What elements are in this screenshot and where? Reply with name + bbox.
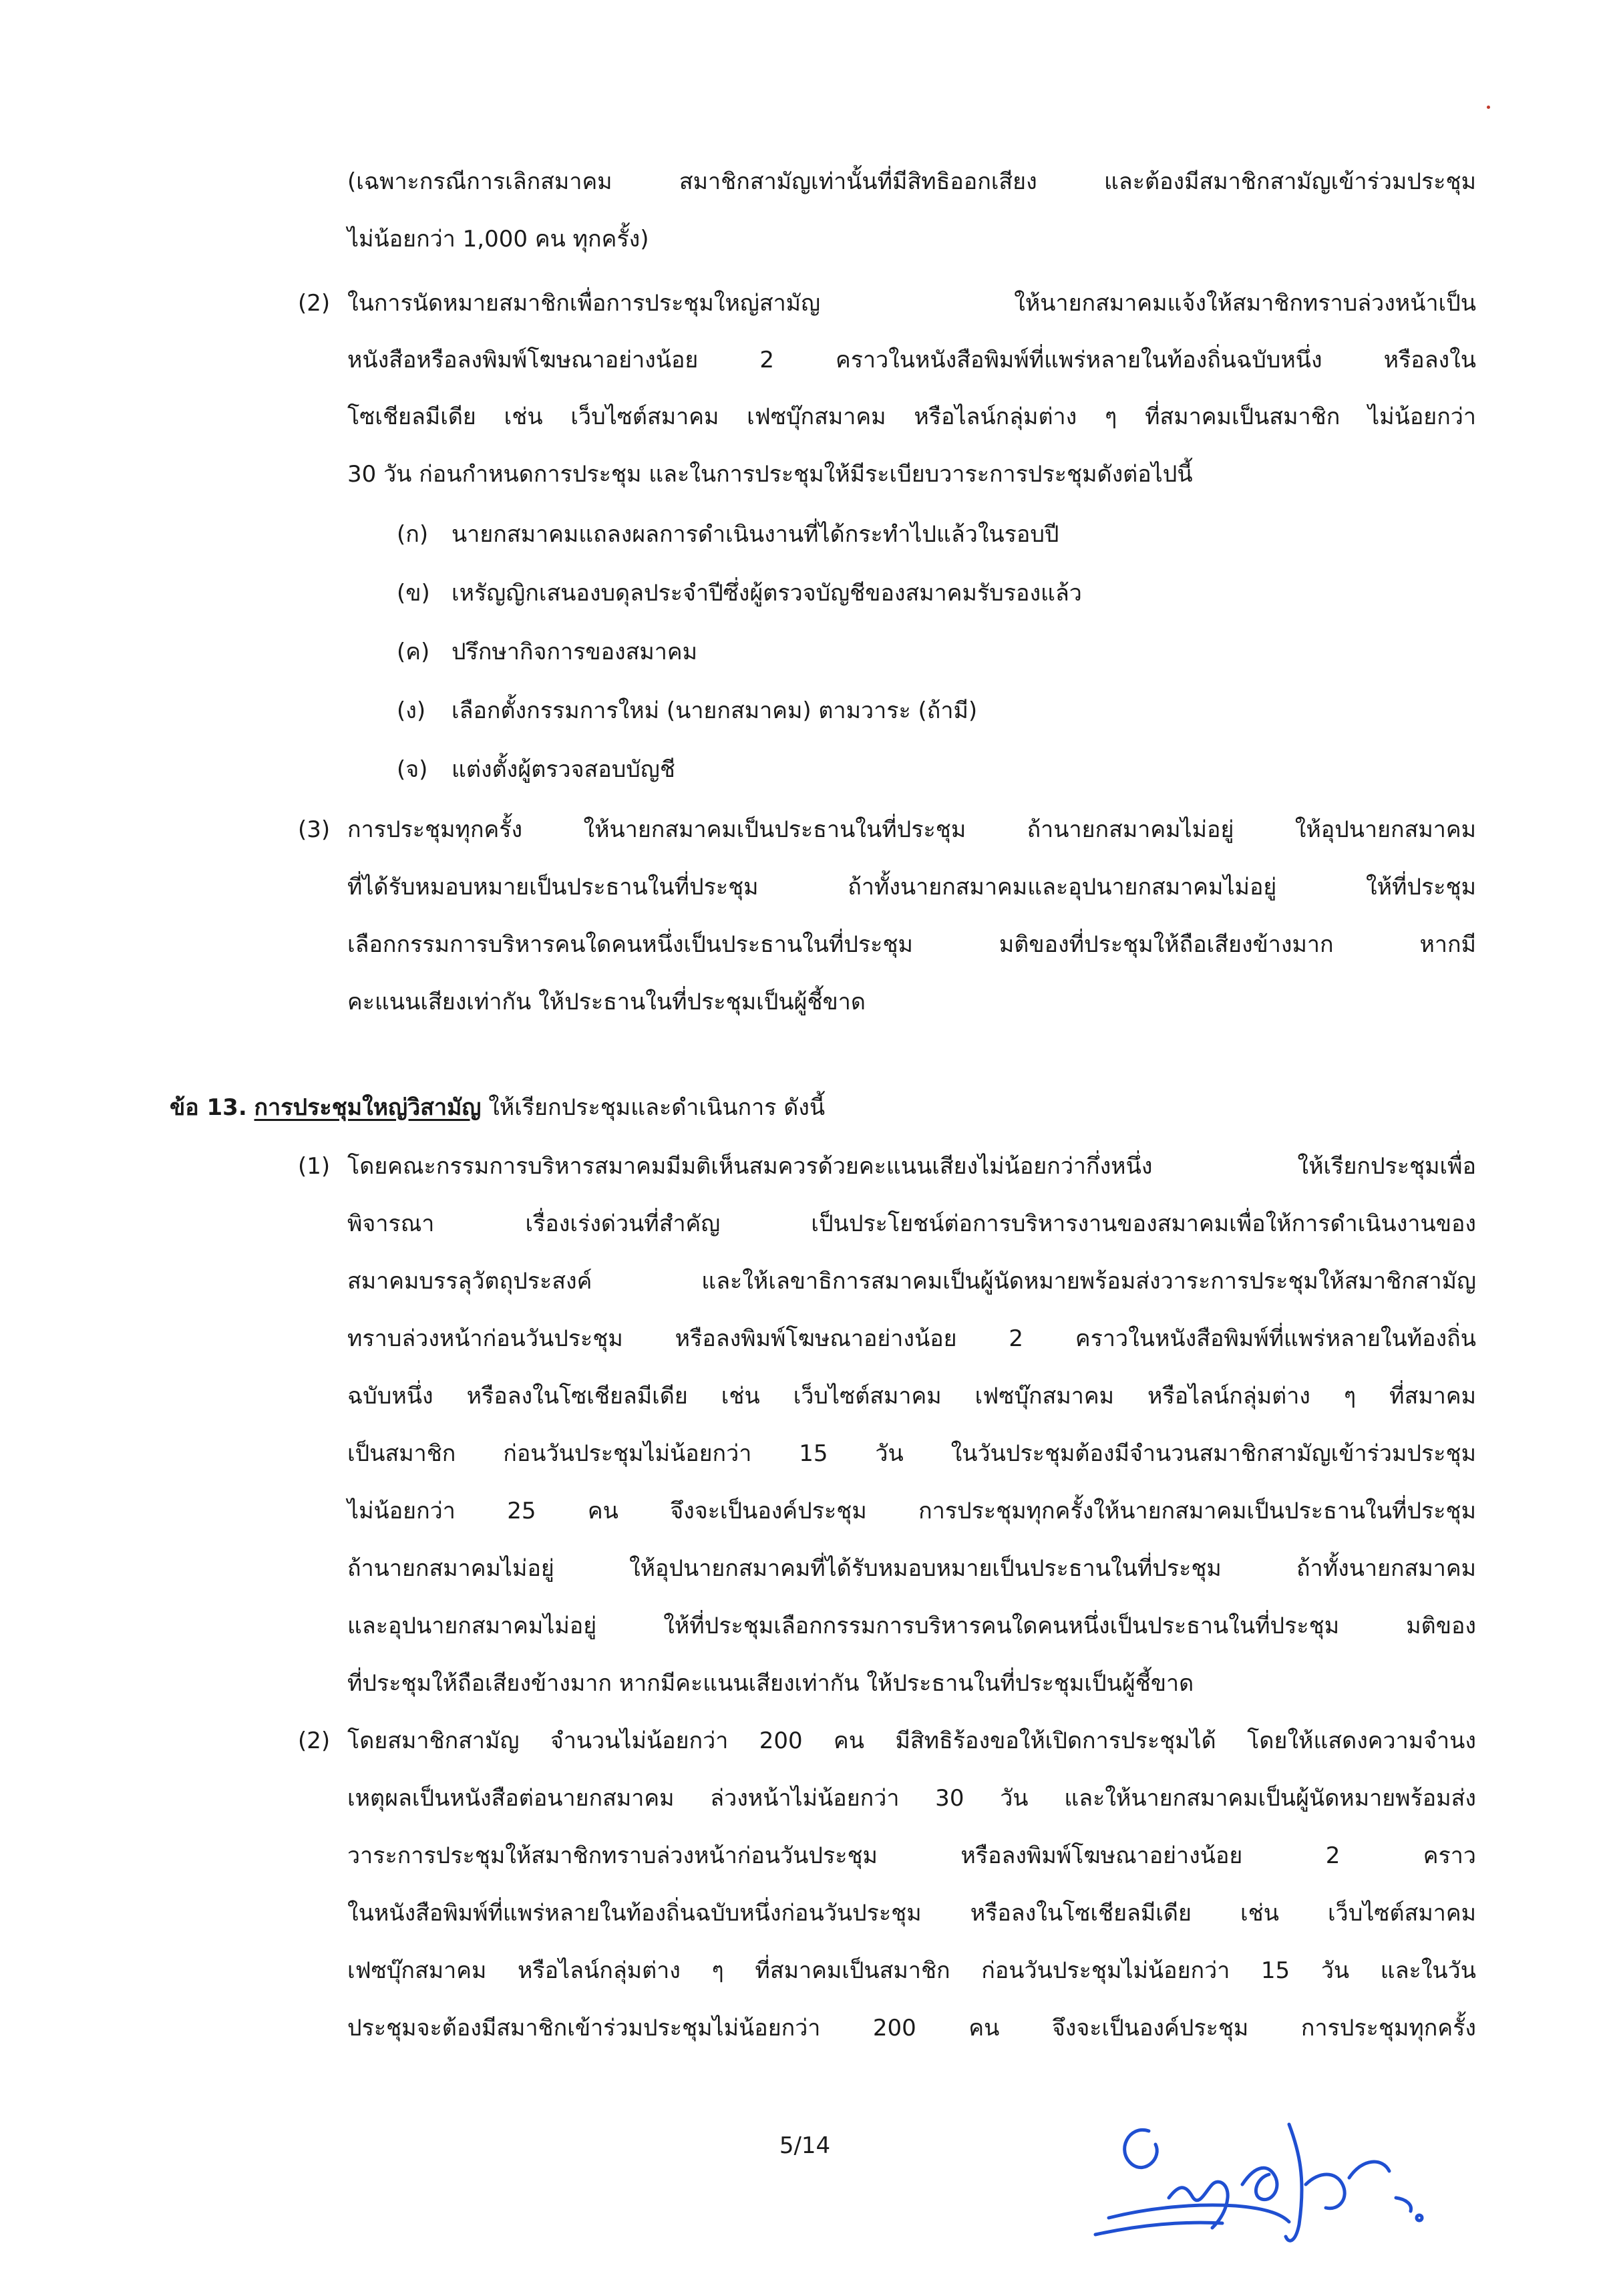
subitem-cho-marker: (จ) — [397, 756, 428, 783]
s13-item-2-line-4: ในหนังสือพิมพ์ที่แพร่หลายในท้องถิ่นฉบับหนึ่งก่อนวันประชุม หรือลงในโซเชียลมีเดีย เช่น เว็บไซต์สมาคม — [347, 1900, 1476, 1927]
subitem-kho-khwai-text: ปรึกษากิจการของสมาคม — [452, 639, 698, 665]
s13-item-2-line-5: เฟซบุ๊กสมาคม หรือไลน์กลุ่มต่าง ๆ ที่สมาคมเป็นสมาชิก ก่อนวันประชุมไม่น้อยกว่า 15 วัน และในวัน — [347, 1957, 1476, 1984]
s13-item-1-line-7: ไม่น้อยกว่า 25 คน จึงจะเป็นองค์ประชุม การประชุมทุกครั้งให้นายกสมาคมเป็นประธานในที่ประชุม — [347, 1498, 1476, 1524]
item-3-line-2: ที่ได้รับหมอบหมายเป็นประธานในที่ประชุม ถ้าทั้งนายกสมาคมและอุปนายกสมาคมไม่อยู่ ให้ที่ประชุม — [347, 874, 1476, 900]
item-2-marker: (2) — [298, 290, 331, 317]
subitem-ka-text: นายกสมาคมแถลงผลการดำเนินงานที่ได้กระทำไปแล้วในรอบปี — [452, 521, 1059, 548]
item-2-line-1: ในการนัดหมายสมาชิกเพื่อการประชุมใหญ่สามัญ ให้นายกสมาคมแจ้งให้สมาชิกทราบล่วงหน้าเป็น — [347, 290, 1476, 317]
item-3-line-1: การประชุมทุกครั้ง ให้นายกสมาคมเป็นประธานในที่ประชุม ถ้านายกสมาคมไม่อยู่ ให้อุปนายกสมาคม — [347, 816, 1476, 843]
s13-item-2-line-2: เหตุผลเป็นหนังสือต่อนายกสมาคม ล่วงหน้าไม่น้อยกว่า 30 วัน และให้นายกสมาคมเป็นผู้นัดหมายพร้อมส่ง — [347, 1785, 1476, 1812]
page-number: 5/14 — [779, 2132, 831, 2159]
s13-item-1-line-3: สมาคมบรรลุวัตถุประสงค์ และให้เลขาธิการสมาคมเป็นผู้นัดหมายพร้อมส่งวาระการประชุมให้สมาชิกสามัญ — [347, 1268, 1476, 1295]
subitem-kho-text: เหรัญญิกเสนองบดุลประจำปีซึ่งผู้ตรวจบัญชีของสมาคมรับรองแล้ว — [452, 580, 1082, 607]
s13-item-1-line-2: พิจารณา เรื่องเร่งด่วนที่สำคัญ เป็นประโยชน์ต่อการบริหารงานของสมาคมเพื่อให้การดำเนินงานของ — [347, 1210, 1476, 1237]
s13-item-1-marker: (1) — [298, 1153, 331, 1180]
subitem-kho-khwai-marker: (ค) — [397, 639, 430, 665]
s13-item-1-line-1: โดยคณะกรรมการบริหารสมาคมมีมติเห็นสมควรด้วยคะแนนเสียงไม่น้อยกว่ากึ่งหนึ่ง ให้เรียกประชุมเพื่อ — [347, 1153, 1476, 1180]
s13-item-1-line-5: ฉบับหนึ่ง หรือลงในโซเชียลมีเดีย เช่น เว็บไซต์สมาคม เฟซบุ๊กสมาคม หรือไลน์กลุ่มต่าง ๆ ที่สมาคม — [347, 1383, 1476, 1410]
s13-item-1-line-10: ที่ประชุมให้ถือเสียงข้างมาก หากมีคะแนนเสียงเท่ากัน ให้ประธานในที่ประชุมเป็นผู้ชี้ขาด — [347, 1670, 1194, 1697]
s13-item-1-line-8: ถ้านายกสมาคมไม่อยู่ ให้อุปนายกสมาคมที่ได้รับหมอบหมายเป็นประธานในที่ประชุม ถ้าทั้งนายกสมาคม — [347, 1555, 1476, 1582]
s13-item-2-line-3: วาระการประชุมให้สมาชิกทราบล่วงหน้าก่อนวันประชุม หรือลงพิมพ์โฆษณาอย่างน้อย 2 คราว — [347, 1842, 1476, 1869]
subitem-ka-marker: (ก) — [397, 521, 429, 548]
item-2-line-4: 30 วัน ก่อนกำหนดการประชุม และในการประชุมให้มีระเบียบวาระการประชุมดังต่อไปนี้ — [347, 461, 1193, 488]
subitem-cho-text: แต่งตั้งผู้ตรวจสอบบัญชี — [452, 756, 675, 783]
subitem-ngo-marker: (ง) — [397, 697, 426, 724]
section-13-label: ข้อ 13. — [170, 1094, 247, 1121]
item-2-line-3: โซเชียลมีเดีย เช่น เว็บไซต์สมาคม เฟซบุ๊กสมาคม หรือไลน์กลุ่มต่าง ๆ ที่สมาคมเป็นสมาชิก ไม่น้อยกว่า — [347, 403, 1476, 430]
s13-item-1-line-6: เป็นสมาชิก ก่อนวันประชุมไม่น้อยกว่า 15 วัน ในวันประชุมต้องมีจำนวนสมาชิกสามัญเข้าร่วมประชุม — [347, 1440, 1476, 1467]
handwritten-signature-icon — [1069, 2084, 1443, 2258]
red-speck-mark — [1487, 106, 1490, 109]
item-3-line-3: เลือกกรรมการบริหารคนใดคนหนึ่งเป็นประธานในที่ประชุม มติของที่ประชุมให้ถือเสียงข้างมาก หากมี — [347, 931, 1476, 958]
section-13-heading — [170, 1092, 825, 1124]
top-paragraph-line-1: (เฉพาะกรณีการเลิกสมาคม สมาชิกสามัญเท่านั้นที่มีสิทธิออกเสียง และต้องมีสมาชิกสามัญเข้าร่วมประชุม — [347, 168, 1476, 195]
s13-item-1-line-4: ทราบล่วงหน้าก่อนวันประชุม หรือลงพิมพ์โฆษณาอย่างน้อย 2 คราวในหนังสือพิมพ์ที่แพร่หลายในท้องถิ่น — [347, 1325, 1476, 1352]
section-13-rest: ให้เรียกประชุมและดำเนินการ ดังนี้ — [481, 1094, 826, 1121]
s13-item-2-line-1: โดยสมาชิกสามัญ จำนวนไม่น้อยกว่า 200 คน มีสิทธิร้องขอให้เปิดการประชุมได้ โดยให้แสดงความจำนง — [347, 1728, 1476, 1754]
top-paragraph-line-2: ไม่น้อยกว่า 1,000 คน ทุกครั้ง) — [347, 226, 649, 253]
item-3-line-4: คะแนนเสียงเท่ากัน ให้ประธานในที่ประชุมเป็นผู้ชี้ขาด — [347, 989, 866, 1015]
s13-item-1-line-9: และอุปนายกสมาคมไม่อยู่ ให้ที่ประชุมเลือกกรรมการบริหารคนใดคนหนึ่งเป็นประธานในที่ประชุม มติของ — [347, 1613, 1476, 1639]
s13-item-2-line-6: ประชุมจะต้องมีสมาชิกเข้าร่วมประชุมไม่น้อยกว่า 200 คน จึงจะเป็นองค์ประชุม การประชุมทุกครั้ง — [347, 2015, 1476, 2041]
section-13-title: การประชุมใหญ่วิสามัญ — [254, 1094, 482, 1121]
item-2-line-2: หนังสือหรือลงพิมพ์โฆษณาอย่างน้อย 2 คราวในหนังสือพิมพ์ที่แพร่หลายในท้องถิ่นฉบับหนึ่ง หรือลงใน — [347, 347, 1476, 373]
item-3-marker: (3) — [298, 816, 331, 843]
s13-item-2-marker: (2) — [298, 1728, 331, 1754]
subitem-ngo-text: เลือกตั้งกรรมการใหม่ (นายกสมาคม) ตามวาระ (ถ้ามี) — [452, 697, 978, 724]
subitem-kho-marker: (ข) — [397, 580, 430, 607]
